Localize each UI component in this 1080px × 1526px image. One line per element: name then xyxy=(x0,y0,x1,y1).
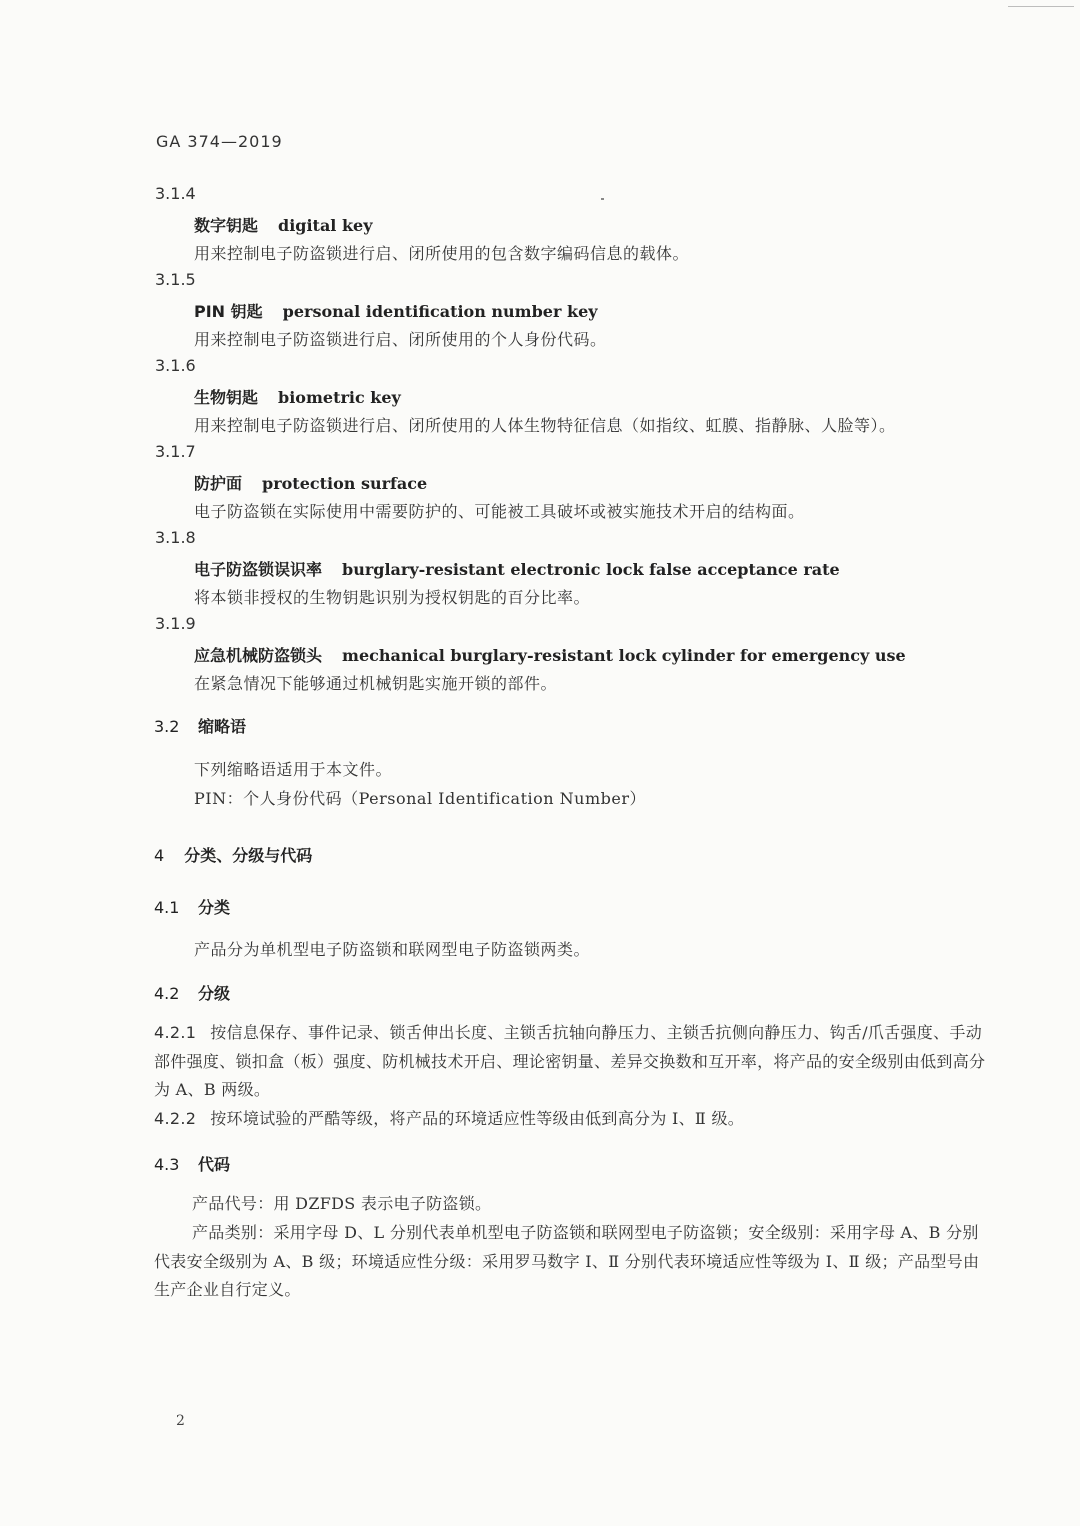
section-title: 分类 xyxy=(198,898,231,917)
section-number: 3.2 xyxy=(154,717,180,736)
section-title: 分类、分级与代码 xyxy=(184,846,313,865)
scan-edge-line xyxy=(1008,6,1074,7)
term-zh: 防护面 xyxy=(194,474,243,493)
term-number: 3.1.7 xyxy=(155,442,196,461)
term-title xyxy=(194,299,598,322)
term-definition: 用来控制电子防盗锁进行启、闭所使用的包含数字编码信息的载体。 xyxy=(194,244,690,263)
section-number: 4.2 xyxy=(154,984,180,1003)
clause-4-2-2 xyxy=(154,1105,992,1134)
section-number: 4 xyxy=(154,846,165,865)
term-definition: 电子防盗锁在实际使用中需要防护的、可能被工具破坏或被实施技术开启的结构面。 xyxy=(194,502,805,521)
product-code-text: 产品代号：用 DZFDS 表示电子防盗锁。 xyxy=(192,1194,492,1213)
clause-text: 按环境试验的严酷等级，将产品的环境适应性等级由低到高分为 Ⅰ、Ⅱ 级。 xyxy=(210,1109,745,1128)
standard-header: GA 374—2019 xyxy=(156,132,283,151)
term-number: 3.1.4 xyxy=(155,184,196,203)
term-zh: 数字钥匙 xyxy=(194,216,259,235)
section-heading-3-2 xyxy=(154,714,246,737)
abbrev-pin: PIN：个人身份代码（Personal Identification Number） xyxy=(194,789,646,808)
term-zh: 生物钥匙 xyxy=(194,388,259,407)
scan-speck xyxy=(601,198,604,200)
clause-number: 4.2.2 xyxy=(154,1109,197,1128)
term-zh: 应急机械防盗锁头 xyxy=(194,646,323,665)
classification-text: 产品分为单机型电子防盗锁和联网型电子防盗锁两类。 xyxy=(194,940,591,959)
section-heading-4 xyxy=(154,843,312,866)
page-number: 2 xyxy=(176,1413,185,1429)
term-en: burglary-resistant electronic lock false acceptance rate xyxy=(342,560,840,579)
section-heading-4-3 xyxy=(154,1152,230,1175)
section-heading-4-2 xyxy=(154,981,230,1004)
term-definition: 在紧急情况下能够通过机械钥匙实施开锁的部件。 xyxy=(194,674,558,693)
term-number: 3.1.5 xyxy=(155,270,196,289)
section-heading-4-1 xyxy=(154,895,230,918)
term-title xyxy=(194,385,401,408)
section-number: 4.3 xyxy=(154,1155,180,1174)
term-en: digital key xyxy=(278,216,373,235)
term-number: 3.1.9 xyxy=(155,614,196,633)
term-number: 3.1.8 xyxy=(155,528,196,547)
clause-text: 按信息保存、事件记录、锁舌伸出长度、主锁舌抗轴向静压力、主锁舌抗侧向静压力、钩舌/爪舌强度、手动部件强度、锁扣盒（板）强度、防机械技术开启、理论密钥量、差异交换数和互开率，将产品的安全级别由低到高分为 A、B 两级。 xyxy=(154,1023,986,1100)
term-title xyxy=(194,557,840,580)
section-title: 分级 xyxy=(198,984,231,1003)
term-zh: 电子防盗锁误识率 xyxy=(194,560,323,579)
product-category-text: 产品类别：采用字母 D、L 分别代表单机型电子防盗锁和联网型电子防盗锁；安全级别：采用字母 A、B 分别代表安全级别为 A、B 级；环境适应性分级：采用罗马数字 Ⅰ、Ⅱ 分别代表环境适应性等级为 Ⅰ、Ⅱ 级；产品型号由生产企业自行定义。 xyxy=(154,1223,980,1300)
term-en: protection surface xyxy=(262,474,428,493)
clause-4-2-1 xyxy=(154,1019,992,1105)
clause-number: 4.2.1 xyxy=(154,1023,197,1042)
term-en: mechanical burglary-resistant lock cylinder for emergency use xyxy=(342,646,906,665)
term-title xyxy=(194,471,427,494)
term-title xyxy=(194,213,373,236)
term-number: 3.1.6 xyxy=(155,356,196,375)
section-title: 缩略语 xyxy=(198,717,247,736)
term-definition: 将本锁非授权的生物钥匙识别为授权钥匙的百分比率。 xyxy=(194,588,591,607)
term-en: biometric key xyxy=(278,388,401,407)
section-number: 4.1 xyxy=(154,898,180,917)
term-zh: PIN 钥匙 xyxy=(194,302,263,321)
term-en: personal identification number key xyxy=(282,302,598,321)
abbrev-intro: 下列缩略语适用于本文件。 xyxy=(194,760,393,779)
term-definition: 用来控制电子防盗锁进行启、闭所使用的人体生物特征信息（如指纹、虹膜、指静脉、人脸等）。 xyxy=(194,416,896,435)
term-definition: 用来控制电子防盗锁进行启、闭所使用的个人身份代码。 xyxy=(194,330,607,349)
section-title: 代码 xyxy=(198,1155,231,1174)
term-title xyxy=(194,643,906,666)
